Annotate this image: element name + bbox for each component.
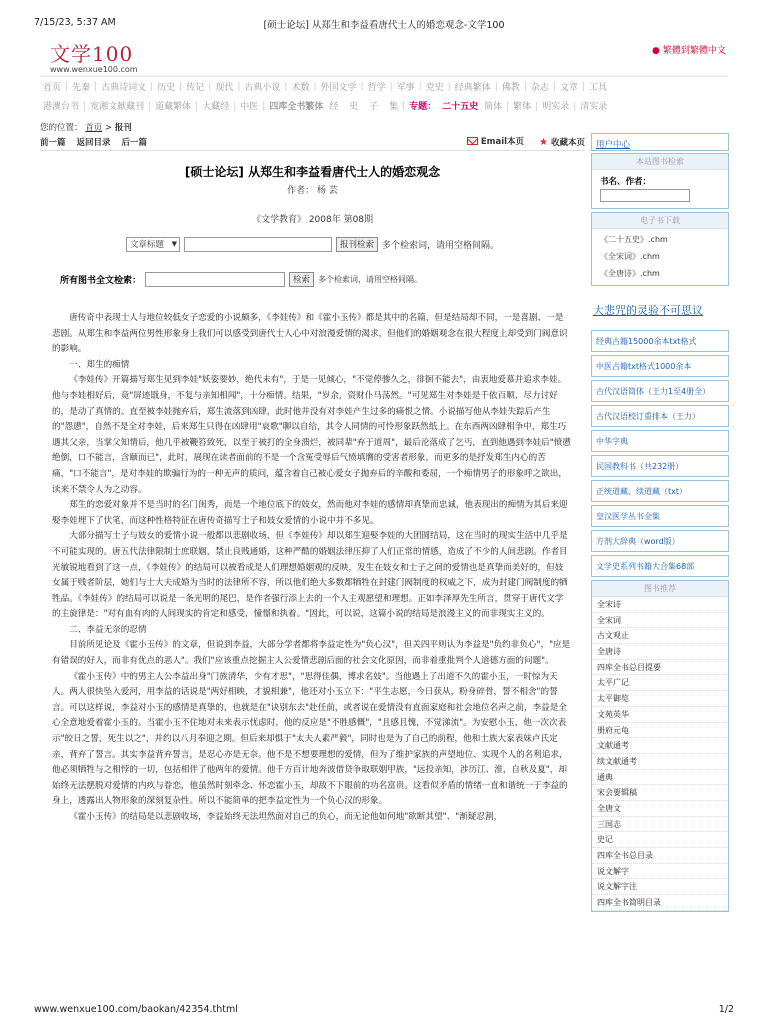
nav-item[interactable]: 术数 [291, 83, 310, 93]
nav-item[interactable]: 宽湘文献藏刊 [90, 102, 145, 112]
nav-item[interactable]: 子 [369, 102, 379, 112]
resource-link[interactable]: 古代汉语简体（王力1至4册全） [591, 380, 729, 402]
nav-item[interactable]: 首页 [43, 83, 62, 93]
print-datetime: 7/15/23, 5:37 AM [34, 17, 116, 28]
breadcrumb-current: 报刊 [114, 123, 132, 133]
journal-search-form [40, 235, 585, 253]
search-field-select[interactable]: 文章标题 ▼ [126, 237, 180, 252]
recommend-item[interactable]: 说文解字 [592, 864, 728, 880]
book-search-label: 书名、作者： [600, 177, 652, 187]
print-footer [34, 1004, 734, 1016]
nav-item[interactable]: 外国文学 [320, 83, 357, 93]
fulltext-search-button[interactable]: 检索 [289, 272, 314, 287]
recommend-header: 图书推荐 [592, 581, 728, 597]
article-paragraph: 《李娃传》开篇描写郑生见到李娃"妖姿要妙，绝代未有"，于是一见倾心，"不觉停骖久之，徘徊不能去"，由衷地爱慕并追求李娃。他与李娃相好后，竟"屏迹戢身，不复与亲知相闻"，十分痴情。结果，"岁余，资财仆马荡然。"可见郑生对李娃是千依百顺、尽力讨好的，是动了真情的。直至被李娃抛弃后，郑生流落到凶肆，此时他并没有对李娃产生过多的痛恨之情。小说描写他从李娃失踪后产生的"怨懑"，自然不是全对李娃，后来郑生只得在凶肆用"哀歌"聊以自给，其令人同情的可怜形象跃然纸上。在东西两凶肆相争中，郑生巧遇其父亲，当掌父知情后，他几乎被鞭笞致死，以至于被打的全身溃烂，被同辈"弃于道周"，最后沦落成了乞丐，直到他遇到李娃后"愤懑绝倒，口不能言，含颐而已"，此时，展现在读者面前的不是一个含冤受辱后气愤填膺的受害者形象，而更多的是抒发郑生内心的苦痛，"口不能言"，是对李娃的欺骗行为的一种无声的质问，蕴含着自己被心爱女子抛弃后的辛酸和委屈，一个痴情男子的形象呼之欲出，读来不禁令人为之动容。 [52, 375, 571, 495]
article-paragraph: 《霍小玉传》的结局是以悲剧收场，李益始终无法坦然面对自己的负心，而无论他如何地"欲断其望"、"渐疑忍割， [69, 812, 503, 822]
recommend-item[interactable]: 宋会要辑稿 [592, 785, 728, 801]
fulltext-search-hint: 多个检索词，请用空格间隔。 [318, 274, 423, 284]
star-icon: ★ [539, 136, 548, 148]
recommend-item[interactable]: 册府元龟 [592, 723, 728, 739]
article-body [40, 311, 585, 826]
logo-text: 文学100 [50, 42, 134, 66]
nav-group-e: 简体 | 繁体 | 明实录 | 清实录 [481, 99, 610, 112]
article-paragraph: 《霍小玉传》中的男主人公李益出身"门族清华，少有才思"，"思得佳偶，博求名妓"。当他遇上了出道不久的霍小玉，一时惊为天人。两人很快坠入爱河，用李益的话说是"两好相映，才貌相兼"，他还对小玉立下："平生志愿，今日获从，粉身碎骨，誓不相舍"的誓言。可以这样说，李益对小玉的感情是真挚的，也就是在"诀别东去"赴任前，或者说在爱情没有直面家庭和社会地位名声之前，李益是全心全意地爱着霍小玉的。当霍小玉不住地对未来表示忧虑时，他的反应是"不胜感慨"，"且感且愧，不觉涕流"。为安慰小玉，他一次次表示"皎日之誓，死生以之"，并约以八月奉迎之期。但后来却惧于"太夫人素严毅"，同时也是为了自己的前程，他和士族大家表妹卢氏定亲，背弃了誓言。其实李益背弃誓言，是忍心亦是无奈。他不是不想要理想的爱情，但为了维护家族的声望地位、实现个人的名利追求，他必须牺牲与之相悖的一切，包括相伴了他两年的爱情。他千方百计地奔波借贷争取联姻甲族，"远投亲知，涉历江、淮，自秋及夏"，却始终无法摆脱对爱情的内疚与眷恋，他虽然时刻牵念、怀恋霍小玉，却敌不下眼前的功名富贵。这看似矛盾的情绪一直和谐统一于李益的身上，透露出人物形象的深刻复杂性。所以不能简单的把李益定性为一个负心汉的形象。 [52, 671, 568, 807]
recommend-item[interactable]: 通典 [592, 770, 728, 786]
nav-item[interactable]: 军事 [396, 83, 415, 93]
resource-link[interactable]: 正统道藏、续道藏（txt） [591, 480, 729, 502]
nav-item[interactable]: 先秦 [72, 83, 91, 93]
fulltext-search-form [60, 271, 585, 287]
user-center-link[interactable]: 用户中心 [591, 133, 729, 151]
resource-link[interactable]: 经典古籍15000余本txt格式 [591, 330, 729, 352]
resource-link[interactable]: 古代汉语校订重排本（王力） [591, 405, 729, 427]
nav-item[interactable]: 明实录 [542, 102, 570, 112]
main-content [40, 133, 585, 1003]
nav-item[interactable]: 党史 [425, 83, 444, 93]
recommend-item[interactable]: 说文解字注 [592, 879, 728, 895]
article-paragraph: 大部分描写士子与妓女的爱情小说一般都以悲剧收场，但《李娃传》却以郑生迎娶李娃的大团圆结局，这在当时的现实生活中几乎是不可能实现的。唐五代法律限制士庶联姻，禁止良贱通婚，这种严酷的婚姻法律压抑了人们正常的情感，造成了不少的人间悲剧。作者目光敏锐地看到了这一点，《李娃传》的结局可以被看成是人们理想婚姻观的反映，发生在妓女和士子之间的爱情也是真挚而美好的，但妓女属于贱者阶层，她们与士大夫成婚为当时的法律所不容，所以他们绝大多数都牺牲在封建门阀制度的权威之下，成为封建门阀制度的牺牲品。《李娃传》的结局可以说是一条光明的尾巴，是作者强行添上去的一个人主观愿望和理想。正如李泽厚先生所言，贯穿于唐代文学的主旋律是："对有血有肉的人间现实的肯定和感受，憧憬和执着。"因此，可以说，这篇小说的结局是浪漫主义的而非现实主义的。 [52, 531, 568, 620]
article-source: 《文学教育》 2008年 第08期 [251, 215, 374, 225]
ebook-download-link[interactable]: 《全唐诗》.chm [600, 269, 660, 278]
recommend-item[interactable]: 文苑英华 [592, 707, 728, 723]
print-page-title: [硕士论坛] 从郑生和李益看唐代士人的婚恋观念-文学100 [263, 20, 505, 31]
nav-group-a: 港澳台书 | 宽湘文献藏刊 | 道藏繁体 | 大藏经 | 中医 [40, 99, 261, 112]
ebook-download-link[interactable]: 《二十五史》.chm [600, 235, 668, 244]
print-header [34, 17, 734, 31]
nav-item[interactable]: 港澳台书 [43, 102, 80, 112]
nav-item[interactable]: 清实录 [580, 102, 608, 112]
language-switch-label: 繁體到繁體中文 [662, 46, 726, 56]
nav-item[interactable]: 道藏繁体 [155, 102, 192, 112]
article-paragraph: 二、李益无奈的忍情 [69, 624, 147, 635]
recommend-item[interactable]: 全宋诗 [592, 597, 728, 613]
ebook-download-link[interactable]: 《全宋词》.chm [600, 252, 660, 261]
nav-item[interactable]: 大藏经 [202, 102, 230, 112]
prev-article-link[interactable]: 前一篇 [40, 137, 66, 148]
nav-item[interactable]: 哲学 [367, 83, 386, 93]
nav-item[interactable]: 经 [329, 102, 339, 112]
language-switch[interactable] [652, 43, 726, 56]
back-to-list-link[interactable]: 返回目录 [76, 137, 111, 148]
nav-item[interactable]: 工具 [589, 83, 608, 93]
nav-item-siku[interactable]: 四库全书繁体 [269, 102, 324, 112]
resource-link[interactable]: 文学史系列书籍大合集68部 [591, 555, 729, 577]
fulltext-search-label: 所有图书全文检索： [60, 275, 142, 286]
book-search-header: 本站图书检索 [592, 154, 728, 170]
nav-item[interactable]: 史 [349, 102, 359, 112]
nav-item[interactable]: 古典诗词文 [101, 83, 147, 93]
mail-icon [467, 137, 478, 145]
recommend-item[interactable]: 全唐诗 [592, 644, 728, 660]
print-url: www.wenxue100.com/baokan/42354.thtml [34, 1004, 238, 1015]
bullet-icon: ● [652, 46, 660, 56]
next-article-link[interactable]: 后一篇 [121, 137, 147, 148]
sidebar [591, 133, 729, 1018]
nav-item[interactable]: 集 [389, 102, 399, 112]
resource-link[interactable]: 中医古籍txt格式1000余本 [591, 355, 729, 377]
nav-item[interactable]: 传记 [186, 83, 205, 93]
recommend-item[interactable]: 太平御览 [592, 691, 728, 707]
article-paragraph: 唐传奇中表现士人与地位较低女子恋爱的小说颇多，《李娃传》和《霍小玉传》都是其中的名篇，但是结局却不同，一是喜剧、一是悲剧。从郑生和李益两位男性形象身上我们可以感受到唐代士人心中对浪漫爱情的渴求，但他们的婚姻观念在很大程度上却受到门阀意识的影响。 [52, 313, 568, 355]
journal-search-button[interactable]: 报刊检索 [336, 237, 378, 252]
nav-item[interactable]: 文章 [559, 83, 578, 93]
recommend-item[interactable]: 古文观止 [592, 628, 728, 644]
resource-link[interactable]: 民国教科书（共232册） [591, 455, 729, 477]
resource-links [591, 330, 729, 577]
resource-link[interactable]: 中华字典 [591, 430, 729, 452]
nav-item[interactable]: 现代 [215, 83, 234, 93]
nav-group-siku-sections [326, 99, 401, 112]
resource-link[interactable]: 皇汉医学丛书全集 [591, 505, 729, 527]
ebook-panel [591, 212, 729, 286]
nav-item[interactable]: 杂志 [530, 83, 549, 93]
recommend-item[interactable]: 四库全书总目录 [592, 848, 728, 864]
nav-item[interactable]: 古典小说 [244, 83, 281, 93]
nav-item[interactable]: 中医 [240, 102, 259, 112]
nav-row-1: 首页 | 先秦 | 古典诗词文 | 历史 | 传记 | 现代 | 古典小说 | 术数 | 外国文学 | 哲学 | 军事 | 党史 | 经典繁体 | 佛教 | 杂志 | 文章 | 工具 [40, 77, 728, 96]
recommend-item[interactable]: 四库全书简明目录 [592, 895, 728, 911]
article-paragraph: 郑生的恋爱对象并不是当时的名门闺秀，而是一个地位底下的妓女，然而他对李娃的感情却真挚而忠诚，他表现出的痴情为其后来迎娶李娃埋下了伏笔，而这种性格特征在唐传奇描写士子和妓女爱情的小说中并不多见。 [52, 500, 568, 526]
article-toolbar [40, 133, 585, 151]
nav-row-2: 港澳台书 | 宽湘文献藏刊 | 道藏繁体 | 大藏经 | 中医 | 四库全书繁体 经 史 子 集 | 专题： 二十五史 简体 | 繁体 | 明实录 | 清实录 [40, 96, 728, 115]
nav-item[interactable]: 繁体 [513, 102, 532, 112]
article-paragraph: 目前所见论及《霍小玉传》的文章，但说到李益，大部分学者都将李益定性为"负心汉"，但关四平则认为李益是"负约非负心"，"应是有错误的好人，而非有优点的恶人"。我们"应该重点挖掘主人公爱情悲剧后面的社会文化原因，而非着重批判个人道德方面的问题"。 [52, 640, 571, 667]
book-search-input[interactable] [600, 189, 690, 202]
recommend-item[interactable]: 续文献通考 [592, 754, 728, 770]
email-page-link[interactable]: Email本页 [467, 135, 524, 147]
article-author: 作者： 杨 芸 [287, 186, 338, 196]
favorite-page-link[interactable]: ★ 收藏本页 [539, 136, 585, 149]
journal-search-hint: 多个检索词，请用空格间隔。 [382, 240, 500, 251]
breadcrumb-home[interactable]: 首页 [85, 123, 103, 133]
recommend-item[interactable]: 三国志 [592, 817, 728, 833]
recommend-item[interactable]: 文献通考 [592, 738, 728, 754]
nav-item[interactable]: 经典繁体 [454, 83, 491, 93]
article-paragraph: 一、郑生的痴情 [69, 359, 130, 370]
nav-topic-label: 专题： [409, 102, 437, 112]
breadcrumb: 您的位置： 首页 > 报刊 [40, 123, 132, 133]
recommend-item[interactable]: 全宋词 [592, 613, 728, 629]
fulltext-search-input[interactable] [145, 272, 285, 287]
logo-url: www.wenxue100.com [50, 65, 138, 74]
chevron-down-icon: ▼ [171, 240, 177, 248]
print-page-number: 1/2 [718, 1004, 734, 1015]
recommend-item[interactable]: 史记 [592, 832, 728, 848]
book-search-panel [591, 153, 729, 209]
nav-item[interactable]: 佛教 [501, 83, 520, 93]
recommend-item[interactable]: 四库全书总目提要 [592, 660, 728, 676]
article-title: [硕士论坛] 从郑生和李益看唐代士人的婚恋观念 [184, 165, 441, 179]
recommend-item[interactable]: 全唐文 [592, 801, 728, 817]
main-navigation [40, 76, 728, 116]
nav-item[interactable]: 简体 [484, 102, 503, 112]
nav-item-25-histories[interactable]: 二十五史 [442, 102, 479, 112]
journal-search-input[interactable] [184, 237, 332, 252]
promo-link[interactable]: 大悲咒的灵验不可思议 [593, 304, 703, 317]
resource-link[interactable]: 方剂大辞典（word版） [591, 530, 729, 552]
site-logo[interactable] [50, 38, 170, 74]
ebook-header: 电子书下载 [592, 213, 728, 229]
nav-item[interactable]: 历史 [157, 83, 176, 93]
recommend-panel [591, 580, 729, 912]
recommend-item[interactable]: 太平广记 [592, 675, 728, 691]
